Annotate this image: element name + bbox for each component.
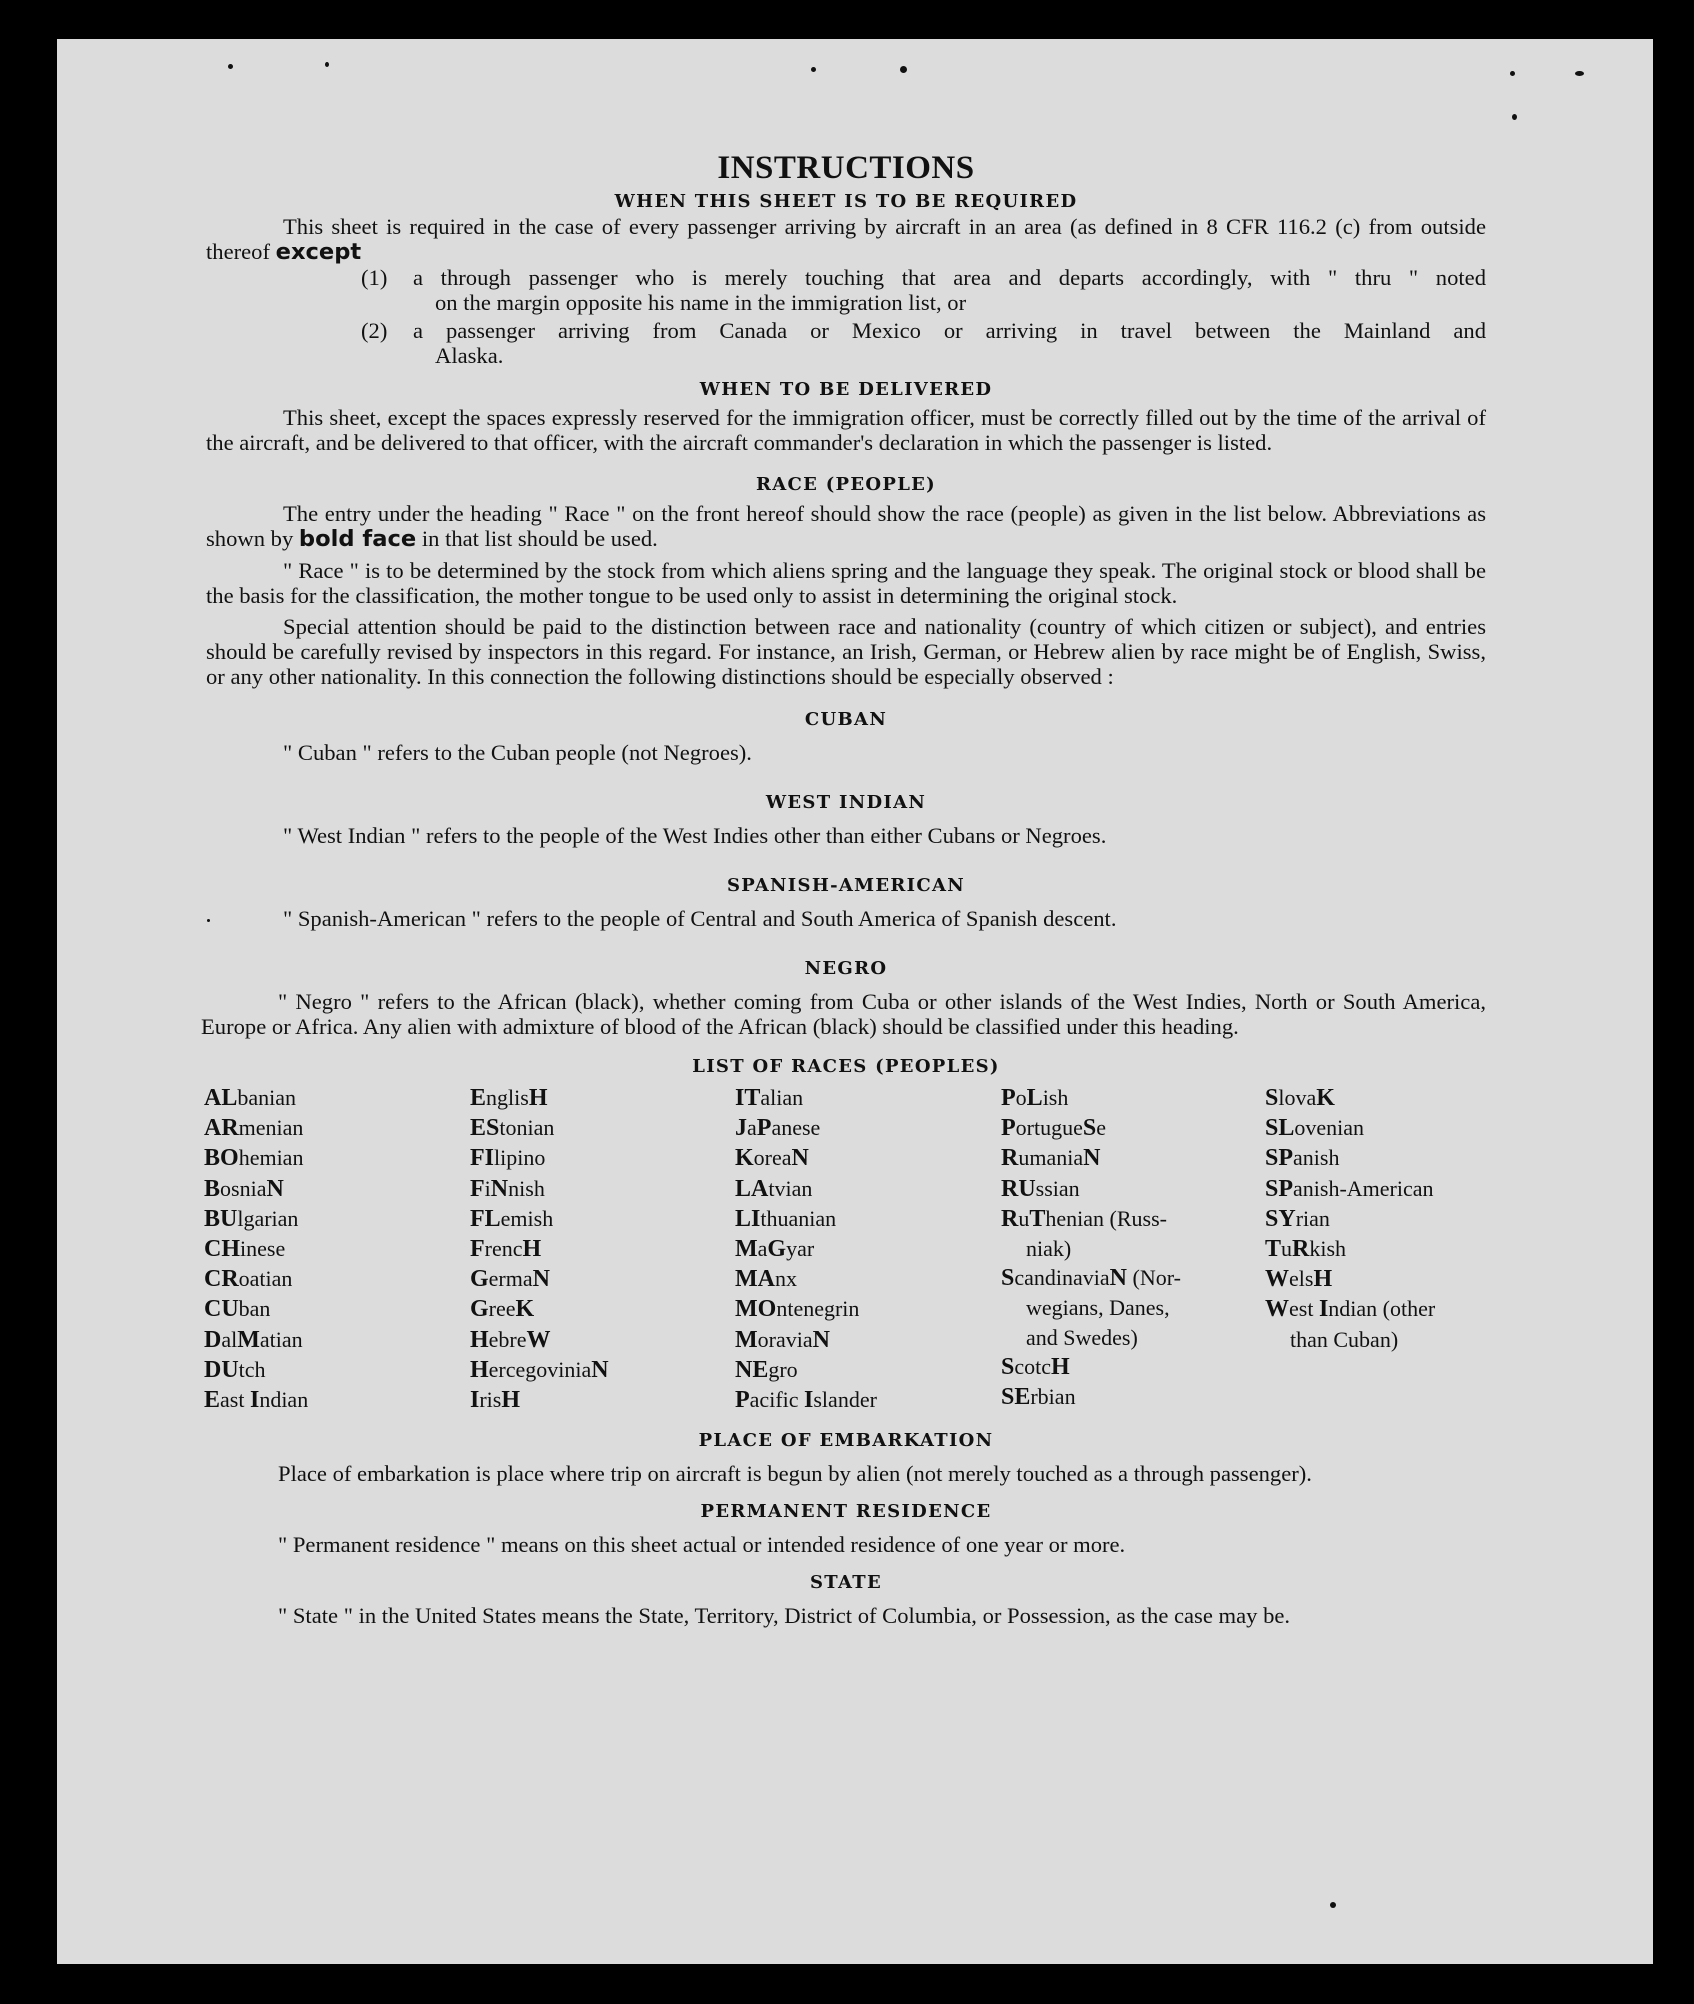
race-entry: PortugueSe: [1001, 1115, 1106, 1142]
race-entry: FrencH: [470, 1236, 542, 1263]
race-entry: CRoatian: [204, 1266, 293, 1293]
race-column: [735, 1083, 1001, 1415]
paragraph-permanent-residence: " Permanent residence " means on this sheet actual or intended residence of one year or more.: [278, 1532, 1126, 1558]
race-entry: FLemish: [470, 1205, 554, 1232]
heading-embarkation: PLACE OF EMBARKATION: [698, 1430, 994, 1452]
race-entry: JaPanese: [735, 1115, 821, 1142]
paragraph-spanish-american: " Spanish-American " refers to the people of Central and South America of Spanish descent.: [283, 906, 1117, 931]
race-entry: East Indian: [204, 1387, 309, 1414]
heading-cuban: CUBAN: [804, 709, 888, 730]
race-column: [1001, 1083, 1265, 1415]
race-entry: WelsH: [1265, 1266, 1333, 1293]
list-of-races: [204, 1083, 1486, 1415]
race-entry: RuThenian (Russ-: [1001, 1205, 1167, 1232]
race-entry: LAtvian: [735, 1175, 813, 1202]
print-speck: [1512, 114, 1517, 120]
race-entry: RumaniaN: [1001, 1145, 1101, 1172]
exception-item: (2) a passenger arriving from Canada or Mexico or arriving in travel between the Mainland and Alaska.: [361, 318, 1486, 368]
race-entry: IrisH: [470, 1387, 521, 1414]
race-entry: GermaN: [470, 1266, 550, 1293]
race-column: [1265, 1083, 1495, 1415]
race-entry: LIthuanian: [735, 1205, 837, 1232]
race-entry: DUtch: [204, 1356, 266, 1383]
race-entry: SErbian: [1001, 1384, 1076, 1411]
paragraph-state: " State " in the United States means the State, Territory, District of Columbia, or Possession, as the case may be.: [278, 1603, 1291, 1629]
heading-negro: NEGRO: [804, 958, 888, 979]
exception-item: (1) a through passenger who is merely touching that area and departs accordingly, with " thru " noted on the margin opposite his name in the immigration list, or: [361, 265, 1486, 315]
race-entry: PoLish: [1001, 1085, 1069, 1111]
heading-when-delivered: WHEN TO BE DELIVERED: [699, 379, 993, 400]
heading-state: STATE: [809, 1572, 882, 1594]
paragraph-west-indian: " West Indian " refers to the people of the West Indies other than either Cubans or Negroes.: [283, 823, 1107, 848]
race-entry: CUban: [204, 1296, 271, 1323]
heading-spanish-american: SPANISH-AMERICAN: [726, 875, 966, 896]
race-entry: HercegoviniaN: [470, 1356, 609, 1383]
heading-race: RACE (PEOPLE): [755, 474, 937, 495]
heading-west-indian: WEST INDIAN: [765, 792, 927, 813]
race-entry: TuRkish: [1265, 1236, 1347, 1263]
race-entry: ITalian: [735, 1085, 804, 1111]
print-speck: [228, 64, 233, 69]
race-entry: MoraviaN: [735, 1326, 830, 1353]
race-entry: MAnx: [735, 1266, 797, 1293]
race-entry: ALbanian: [204, 1085, 296, 1111]
race-entry: RUssian: [1001, 1175, 1080, 1202]
race-entry: SlovaK: [1265, 1085, 1335, 1111]
print-speck: [1510, 71, 1515, 76]
race-entry: BUlgarian: [204, 1205, 299, 1232]
race-entry: EnglisH: [470, 1085, 548, 1111]
race-entry: wegians, Danes,: [1026, 1295, 1170, 1321]
race-entry: HebreW: [470, 1326, 551, 1353]
race-entry: FIlipino: [470, 1145, 546, 1172]
race-entry: KoreaN: [735, 1145, 809, 1172]
heading-list-of-races: LIST OF RACES (PEOPLES): [692, 1056, 1000, 1077]
race-entry: than Cuban): [1290, 1326, 1399, 1352]
paragraph-negro: " Negro " refers to the African (black), whether coming from Cuba or other islands of the West Indies, North or South America, Europe or Africa. Any alien with admixture of blood of the African (black) should be classified under this heading.: [201, 989, 1486, 1039]
print-speck: [1330, 1902, 1336, 1908]
page-title: INSTRUCTIONS: [717, 150, 975, 186]
race-entry: SPanish-American: [1265, 1175, 1434, 1202]
race-entry: DalMatian: [204, 1326, 303, 1353]
paragraph-when-required: This sheet is required in the case of every passenger arriving by aircraft in an area (as defined in 8 CFR 116.2 (c) from outside thereof except: [206, 214, 1486, 265]
race-entry: FiNnish: [470, 1175, 545, 1202]
paragraph-when-delivered: This sheet, except the spaces expressly reserved for the immigration officer, must be correctly filled out by the time of the arrival of the aircraft, and be delivered to that officer, with the aircraft commander's declaration in which the passenger is listed.: [206, 405, 1486, 455]
heading-when-required: WHEN THIS SHEET IS TO BE REQUIRED: [614, 191, 1078, 212]
race-entry: BOhemian: [204, 1145, 304, 1172]
race-entry: SYrian: [1265, 1205, 1330, 1232]
race-entry: MOntenegrin: [735, 1296, 860, 1323]
paragraph-race-2: " Race " is to be determined by the stock from which aliens spring and the language they speak. The original stock or blood shall be the basis for the classification, the mother tongue to be used only to assist in determining the original stock.: [206, 558, 1486, 608]
heading-permanent-residence: PERMANENT RESIDENCE: [700, 1501, 992, 1523]
except-emphasis: except: [275, 239, 362, 265]
race-entry: ARmenian: [204, 1115, 304, 1142]
paragraph-race-1: The entry under the heading " Race " on the front hereof should show the race (people) as given in the list below. Abbreviations as shown by bold face in that list should be used.: [206, 501, 1486, 552]
print-speck: [325, 62, 329, 67]
race-entry: and Swedes): [1026, 1324, 1138, 1350]
race-entry: niak): [1026, 1236, 1072, 1262]
race-entry: SLovenian: [1265, 1115, 1365, 1142]
paragraph-race-3: Special attention should be paid to the distinction between race and nationality (country of which citizen or subject), and entries should be carefully revised by inspectors in this regard. For instance, an Irish, German, or Hebrew alien by race might be of English, Swiss, or any other nationality. In this connection the following distinctions should be especially observed :: [206, 614, 1486, 689]
race-entry: NEgro: [735, 1356, 798, 1383]
race-column: [470, 1083, 735, 1415]
race-entry: West Indian (other: [1265, 1296, 1436, 1323]
race-entry: EStonian: [470, 1115, 555, 1142]
race-entry: ScandinaviaN (Nor-: [1001, 1265, 1181, 1292]
bold-face-emphasis: bold face: [298, 526, 417, 552]
print-speck: [811, 67, 816, 72]
race-entry: BosniaN: [204, 1175, 284, 1202]
instructions-document: [201, 150, 1486, 1629]
paragraph-cuban: " Cuban " refers to the Cuban people (not Negroes).: [283, 740, 752, 765]
race-entry: ScotcH: [1001, 1353, 1070, 1380]
paragraph-embarkation: Place of embarkation is place where trip on aircraft is begun by alien (not merely touched as a through passenger).: [278, 1461, 1312, 1487]
race-entry: CHinese: [204, 1236, 286, 1263]
print-speck: [1575, 71, 1584, 76]
race-entry: GreeK: [470, 1296, 535, 1323]
race-entry: Pacific Islander: [735, 1387, 877, 1414]
race-column: [204, 1083, 470, 1415]
print-speck: [900, 66, 907, 73]
race-entry: MaGyar: [735, 1236, 815, 1263]
race-entry: SPanish: [1265, 1145, 1340, 1172]
